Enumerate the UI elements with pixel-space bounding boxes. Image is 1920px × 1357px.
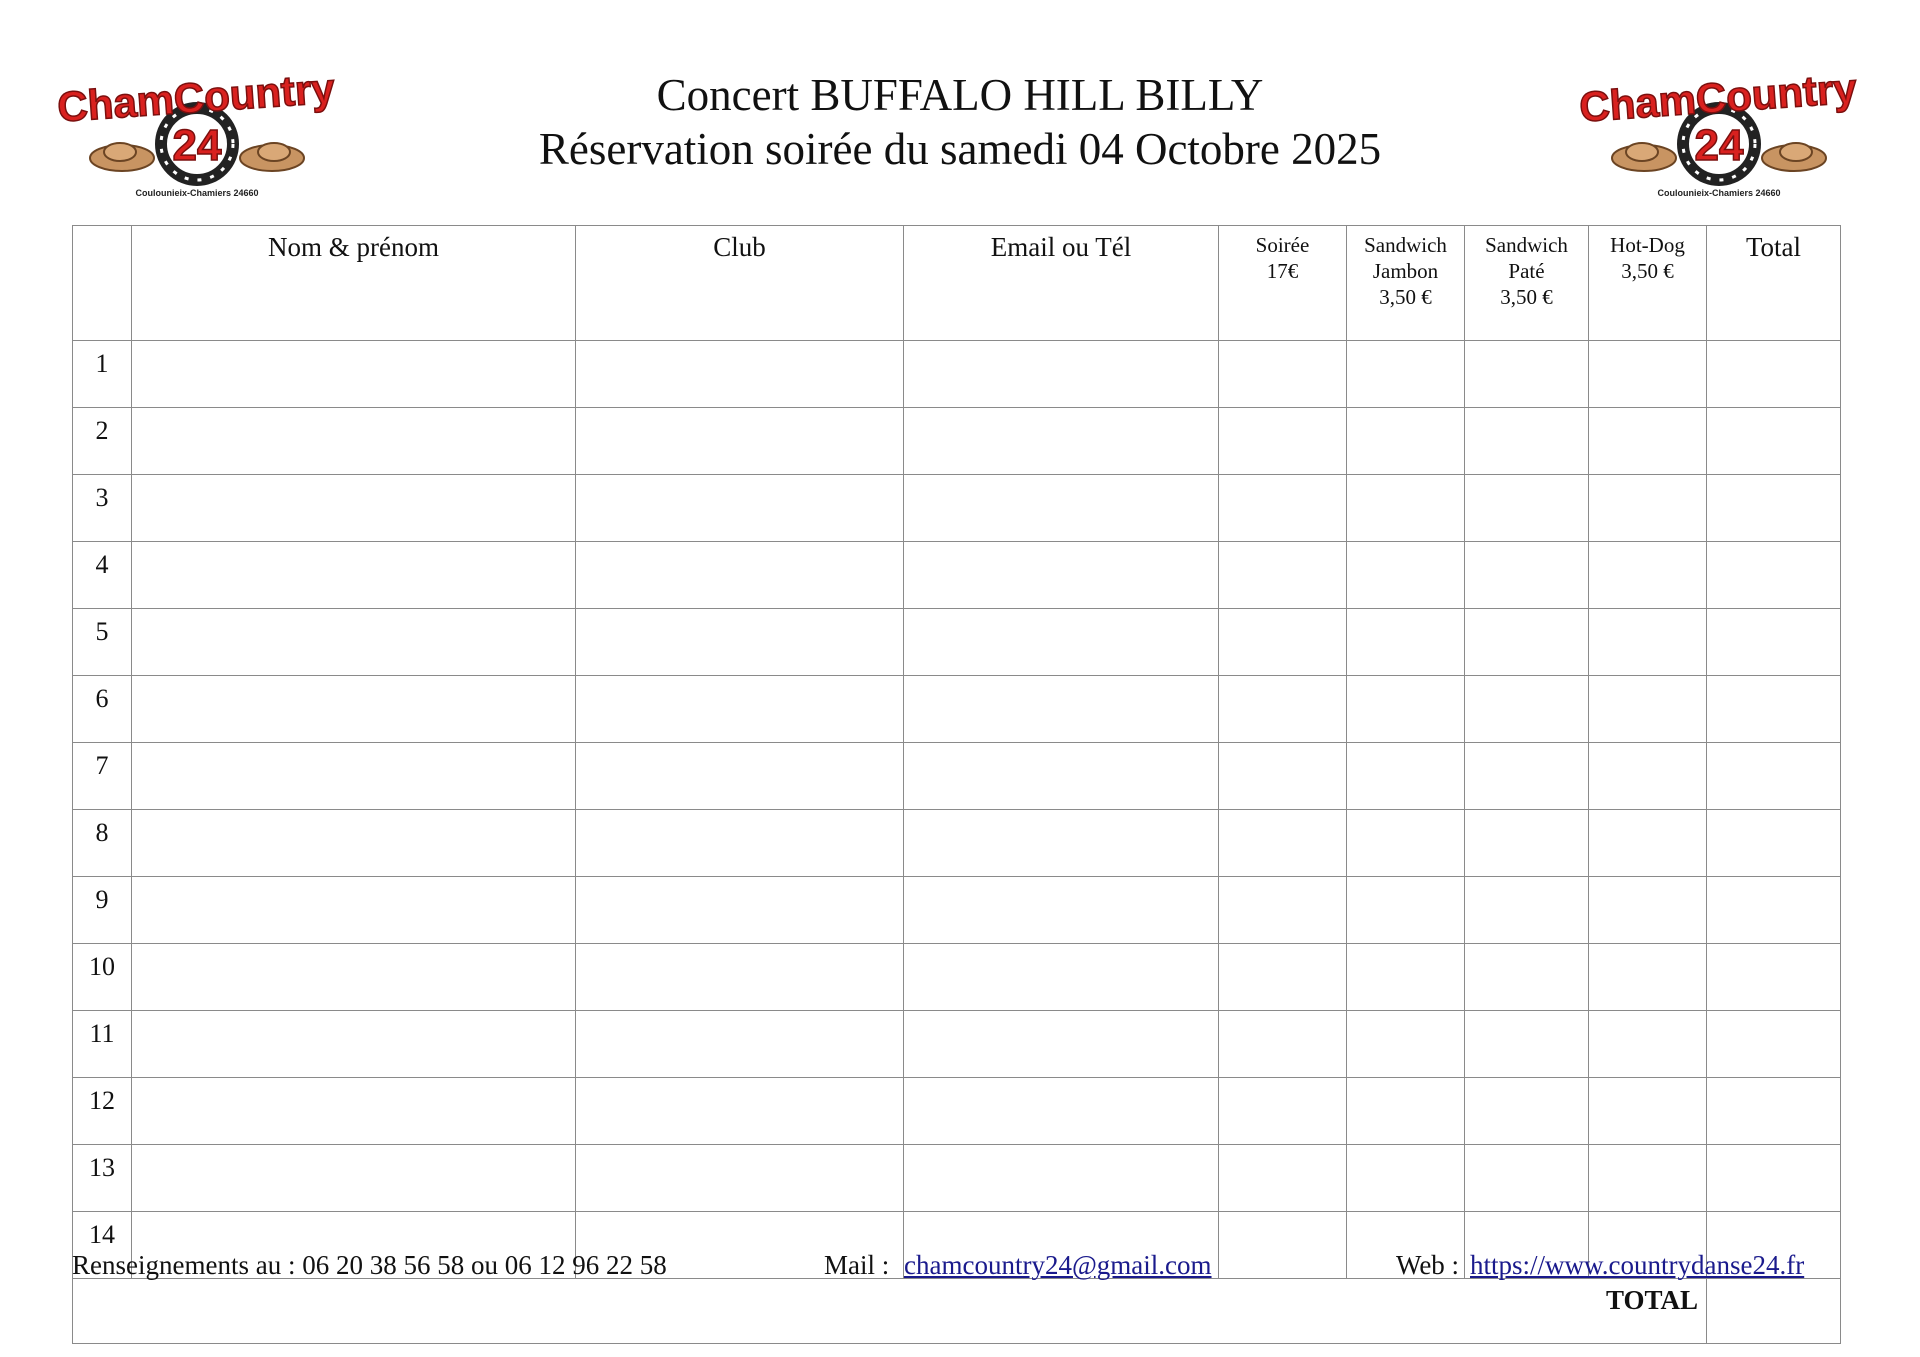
sandwich-pate-cell[interactable] [1465, 475, 1589, 542]
name-cell[interactable] [132, 944, 576, 1011]
table-row [73, 341, 1841, 408]
sandwich-jambon-cell[interactable] [1347, 1078, 1465, 1145]
row-number: 9 [73, 877, 132, 944]
soiree-cell[interactable] [1219, 341, 1347, 408]
name-cell[interactable] [132, 341, 576, 408]
logo-arc-text: Coulounieix-Chamiers 24660 [135, 188, 259, 198]
soiree-cell[interactable] [1219, 810, 1347, 877]
header-sandwich-pate-label: Sandwich [1485, 233, 1568, 257]
contact-cell[interactable] [904, 1011, 1219, 1078]
sandwich-jambon-cell[interactable] [1347, 877, 1465, 944]
soiree-cell[interactable] [1219, 542, 1347, 609]
name-cell[interactable] [132, 542, 576, 609]
table-row [73, 1145, 1841, 1212]
club-cell[interactable] [576, 408, 904, 475]
total-cell[interactable] [1707, 408, 1841, 475]
header-contact: Email ou Tél [904, 226, 1219, 341]
soiree-cell[interactable] [1219, 609, 1347, 676]
sandwich-jambon-cell[interactable] [1347, 475, 1465, 542]
table-row [73, 810, 1841, 877]
sandwich-jambon-cell[interactable] [1347, 944, 1465, 1011]
club-cell[interactable] [576, 1078, 904, 1145]
club-cell[interactable] [576, 1145, 904, 1212]
sandwich-jambon-cell[interactable] [1347, 1011, 1465, 1078]
total-cell[interactable] [1707, 542, 1841, 609]
contact-cell[interactable] [904, 542, 1219, 609]
contact-cell[interactable] [904, 877, 1219, 944]
header-number [73, 226, 132, 341]
row-number: 13 [73, 1145, 132, 1212]
title-line-1: Concert BUFFALO HILL BILLY [656, 70, 1264, 120]
header-soiree-price: 17€ [1266, 259, 1299, 283]
hotdog-cell[interactable] [1589, 609, 1707, 676]
logo-title: ChamCountry [1577, 64, 1859, 131]
sandwich-jambon-cell[interactable] [1347, 609, 1465, 676]
title-line-2: Réservation soirée du samedi 04 Octobre 2025 [538, 124, 1382, 174]
soiree-cell[interactable] [1219, 475, 1347, 542]
club-cell[interactable] [576, 676, 904, 743]
hotdog-cell[interactable] [1589, 944, 1707, 1011]
total-cell[interactable] [1707, 475, 1841, 542]
row-number: 8 [73, 810, 132, 877]
sandwich-pate-cell[interactable] [1465, 944, 1589, 1011]
header-sandwich-pate-type: Paté [1508, 259, 1545, 283]
table-row [73, 542, 1841, 609]
hotdog-cell[interactable] [1589, 743, 1707, 810]
header-soiree-label: Soirée [1255, 233, 1310, 257]
total-label: TOTAL [73, 1279, 1707, 1344]
row-number: 14 [73, 1212, 132, 1279]
header-sandwich-pate [1465, 226, 1589, 341]
row-number: 4 [73, 542, 132, 609]
name-cell[interactable] [132, 676, 576, 743]
logo-number: 24 [172, 121, 222, 170]
total-cell[interactable] [1707, 810, 1841, 877]
page-title [420, 68, 1500, 176]
sandwich-pate-cell[interactable] [1465, 542, 1589, 609]
table-body [73, 341, 1841, 1279]
table-row [73, 743, 1841, 810]
soiree-cell[interactable] [1219, 1145, 1347, 1212]
table-row [73, 609, 1841, 676]
total-cell[interactable] [1707, 676, 1841, 743]
logo-number: 24 [1694, 121, 1744, 170]
logo-title: ChamCountry [55, 64, 337, 131]
contact-cell[interactable] [904, 1145, 1219, 1212]
sandwich-jambon-cell[interactable] [1347, 341, 1465, 408]
contact-cell[interactable] [904, 475, 1219, 542]
club-cell[interactable] [576, 341, 904, 408]
row-number: 11 [73, 1011, 132, 1078]
hotdog-cell[interactable] [1589, 676, 1707, 743]
club-cell[interactable] [576, 609, 904, 676]
total-cell[interactable] [1707, 1145, 1841, 1212]
club-cell[interactable] [576, 542, 904, 609]
table-row [73, 877, 1841, 944]
table-row [73, 475, 1841, 542]
name-cell[interactable] [132, 810, 576, 877]
web-label: Web : [1396, 1250, 1460, 1280]
hotdog-cell[interactable] [1589, 810, 1707, 877]
sandwich-pate-cell[interactable] [1465, 1145, 1589, 1212]
total-cell[interactable] [1707, 877, 1841, 944]
sandwich-jambon-cell[interactable] [1347, 408, 1465, 475]
row-number: 2 [73, 408, 132, 475]
sandwich-jambon-cell[interactable] [1347, 542, 1465, 609]
soiree-cell[interactable] [1219, 944, 1347, 1011]
club-cell[interactable] [576, 475, 904, 542]
name-cell[interactable] [132, 408, 576, 475]
hotdog-cell[interactable] [1589, 1078, 1707, 1145]
club-cell[interactable] [576, 944, 904, 1011]
mail-label: Mail : [824, 1250, 890, 1280]
hotdog-cell[interactable] [1589, 1145, 1707, 1212]
sandwich-pate-cell[interactable] [1465, 877, 1589, 944]
sandwich-pate-cell[interactable] [1465, 1011, 1589, 1078]
mail-link[interactable]: chamcountry24@gmail.com [904, 1250, 1212, 1280]
header-total: Total [1707, 226, 1841, 341]
soiree-cell[interactable] [1219, 408, 1347, 475]
name-cell[interactable] [132, 609, 576, 676]
total-cell[interactable] [1707, 341, 1841, 408]
row-number: 6 [73, 676, 132, 743]
total-cell[interactable] [1707, 743, 1841, 810]
header-sandwich-jambon [1347, 226, 1465, 341]
total-cell[interactable] [1707, 609, 1841, 676]
header-hotdog-label: Hot-Dog [1610, 233, 1685, 257]
hotdog-cell[interactable] [1589, 877, 1707, 944]
row-number: 12 [73, 1078, 132, 1145]
total-cell[interactable] [1707, 944, 1841, 1011]
header-sandwich-jambon-price: 3,50 € [1379, 285, 1432, 309]
footer [72, 1250, 1862, 1286]
web-link[interactable]: https://www.countrydanse24.fr [1470, 1250, 1805, 1280]
row-number: 3 [73, 475, 132, 542]
sandwich-pate-cell[interactable] [1465, 408, 1589, 475]
name-cell[interactable] [132, 1011, 576, 1078]
header-sandwich-jambon-type: Jambon [1372, 259, 1439, 283]
club-cell[interactable] [576, 743, 904, 810]
sandwich-pate-cell[interactable] [1465, 743, 1589, 810]
club-cell[interactable] [576, 1011, 904, 1078]
name-cell[interactable] [132, 1145, 576, 1212]
sandwich-jambon-cell[interactable] [1347, 810, 1465, 877]
sandwich-jambon-cell[interactable] [1347, 1145, 1465, 1212]
hotdog-cell[interactable] [1589, 1011, 1707, 1078]
sandwich-pate-cell[interactable] [1465, 810, 1589, 877]
contact-cell[interactable] [904, 944, 1219, 1011]
total-row [73, 1279, 1841, 1344]
table-row [73, 944, 1841, 1011]
header-name: Nom & prénom [132, 226, 576, 341]
sandwich-pate-cell[interactable] [1465, 1078, 1589, 1145]
hotdog-cell[interactable] [1589, 341, 1707, 408]
soiree-cell[interactable] [1219, 1011, 1347, 1078]
header-sandwich-jambon-label: Sandwich [1364, 233, 1447, 257]
name-cell[interactable] [132, 877, 576, 944]
club-cell[interactable] [576, 877, 904, 944]
hotdog-cell[interactable] [1589, 475, 1707, 542]
contact-cell[interactable] [904, 408, 1219, 475]
table-row [73, 1011, 1841, 1078]
club-cell[interactable] [576, 810, 904, 877]
header-soiree [1219, 226, 1347, 341]
logo-graphic [55, 64, 337, 206]
contact-cell[interactable] [904, 743, 1219, 810]
soiree-cell[interactable] [1219, 1078, 1347, 1145]
sandwich-jambon-cell[interactable] [1347, 743, 1465, 810]
row-number: 10 [73, 944, 132, 1011]
sandwich-jambon-cell[interactable] [1347, 676, 1465, 743]
header-sandwich-pate-price: 3,50 € [1500, 285, 1553, 309]
sandwich-pate-cell[interactable] [1465, 676, 1589, 743]
row-number: 7 [73, 743, 132, 810]
sandwich-pate-cell[interactable] [1465, 609, 1589, 676]
contact-cell[interactable] [904, 609, 1219, 676]
hotdog-cell[interactable] [1589, 408, 1707, 475]
hotdog-cell[interactable] [1589, 542, 1707, 609]
table-row [73, 408, 1841, 475]
total-cell[interactable] [1707, 1078, 1841, 1145]
contact-cell[interactable] [904, 810, 1219, 877]
chamcountry-logo-left [55, 64, 337, 206]
name-cell[interactable] [132, 1078, 576, 1145]
logo-graphic [1577, 64, 1859, 206]
table-row [73, 676, 1841, 743]
row-number: 1 [73, 341, 132, 408]
soiree-cell[interactable] [1219, 676, 1347, 743]
soiree-cell[interactable] [1219, 877, 1347, 944]
header-hotdog-price: 3,50 € [1621, 259, 1674, 283]
contact-cell[interactable] [904, 676, 1219, 743]
logo-arc-text: Coulounieix-Chamiers 24660 [1657, 188, 1781, 198]
row-number: 5 [73, 609, 132, 676]
header-hotdog [1589, 226, 1707, 341]
total-cell[interactable] [1707, 1011, 1841, 1078]
info-phone: Renseignements au : 06 20 38 56 58 ou 06 12 96 22 58 [72, 1250, 667, 1280]
table-row [73, 1078, 1841, 1145]
soiree-cell[interactable] [1219, 743, 1347, 810]
header-club: Club [576, 226, 904, 341]
contact-cell[interactable] [904, 1078, 1219, 1145]
name-cell[interactable] [132, 743, 576, 810]
chamcountry-logo-right [1577, 64, 1859, 206]
name-cell[interactable] [132, 475, 576, 542]
contact-cell[interactable] [904, 341, 1219, 408]
header-row [73, 226, 1841, 341]
sandwich-pate-cell[interactable] [1465, 341, 1589, 408]
reservation-table [72, 225, 1841, 1344]
total-value-cell[interactable] [1707, 1279, 1841, 1344]
